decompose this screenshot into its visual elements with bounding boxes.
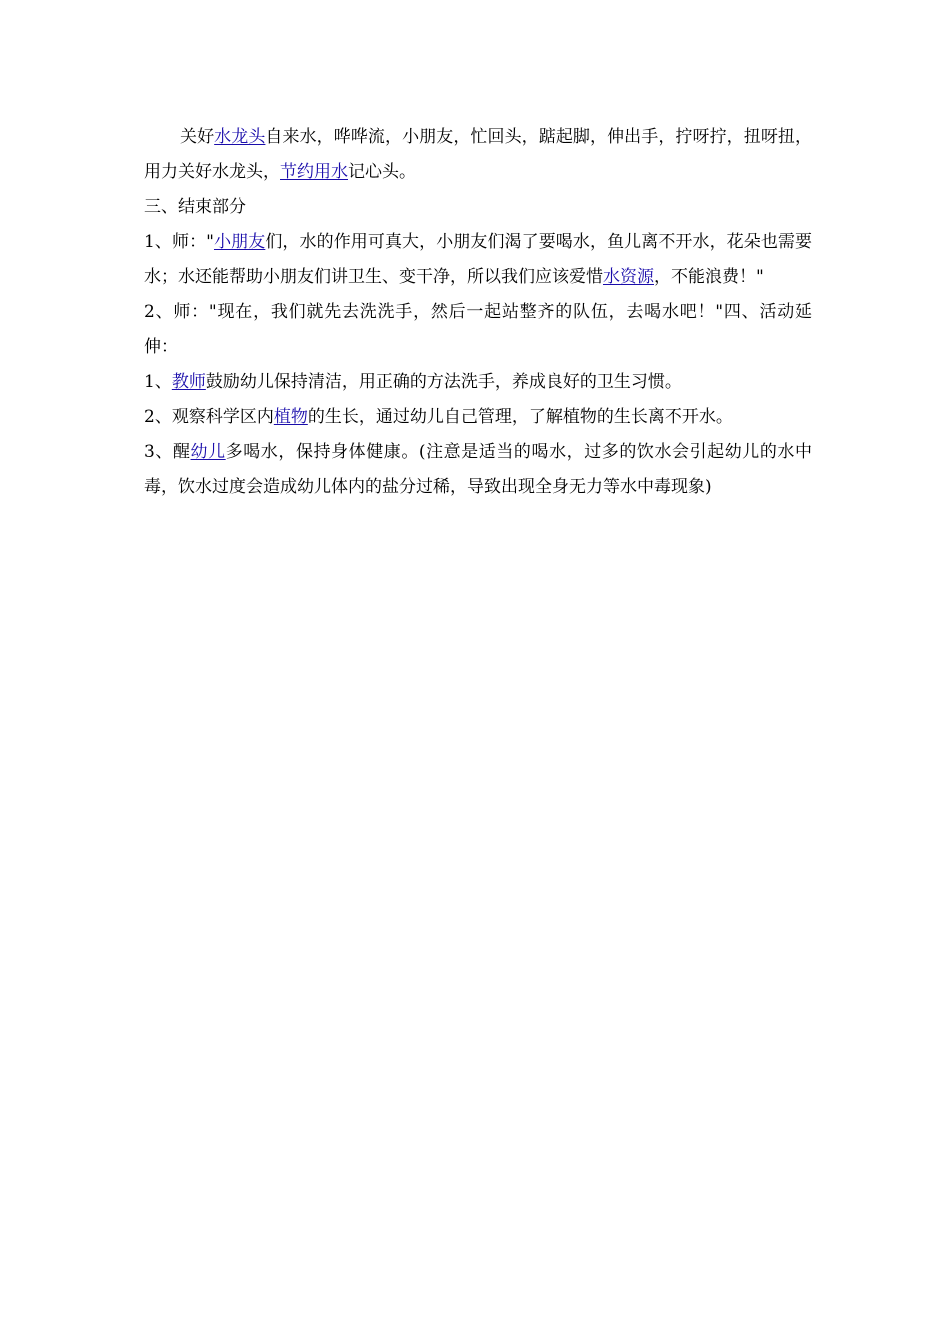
paragraph-p1 xyxy=(144,120,812,190)
paragraph-p7 xyxy=(144,435,812,505)
paragraph-p3 xyxy=(144,225,812,295)
paragraph-p2 xyxy=(144,190,812,225)
paragraph-text: 自来水，哗哗流，小朋友，忙回头，踮起脚，伸出手，拧呀拧，扭呀扭，用力关好水龙头， xyxy=(144,127,813,182)
inline-link[interactable]: 小朋友 xyxy=(213,232,266,252)
paragraph-text: 1、 xyxy=(144,372,172,392)
paragraph-text: 关好 xyxy=(180,127,215,147)
paragraph-p5 xyxy=(144,365,812,400)
paragraph-text: 2、师："现在，我们就先去洗洗手，然后一起站整齐的队伍，去喝水吧！"四、活动延伸： xyxy=(144,302,812,357)
document-body xyxy=(144,120,812,505)
paragraph-text: ，不能浪费！" xyxy=(654,267,764,287)
inline-link[interactable]: 水资源 xyxy=(603,267,654,287)
paragraph-text: 2、观察科学区内 xyxy=(144,407,274,427)
paragraph-text: 的生长，通过幼儿自己管理，了解植物的生长离不开水。 xyxy=(307,407,733,427)
paragraph-text: 鼓励幼儿保持清洁，用正确的方法洗手，养成良好的卫生习惯。 xyxy=(205,372,682,392)
inline-link[interactable]: 植物 xyxy=(273,407,308,427)
paragraph-text: 记心头。 xyxy=(348,162,416,182)
inline-link[interactable]: 教师 xyxy=(171,372,206,392)
inline-link[interactable]: 水龙头 xyxy=(214,127,266,147)
paragraph-text: 3、醒 xyxy=(144,442,191,462)
inline-link[interactable]: 幼儿 xyxy=(190,442,226,462)
paragraph-text: 多喝水，保持身体健康。(注意是适当的喝水，过多的饮水会引起幼儿的水中毒，饮水过度会造成幼儿体内的盐分过稀，导致出现全身无力等水中毒现象) xyxy=(144,442,813,497)
paragraph-p4 xyxy=(144,295,812,365)
inline-link[interactable]: 节约用水 xyxy=(280,162,348,182)
paragraph-text: 1、师：" xyxy=(144,232,214,252)
paragraph-p6 xyxy=(144,400,812,435)
paragraph-text: 们，水的作用可真大，小朋友们渴了要喝水，鱼儿离不开水，花朵也需要水；水还能帮助小朋友们讲卫生、变干净，所以我们应该爱惜 xyxy=(144,232,813,287)
paragraph-text: 三、结束部分 xyxy=(144,197,246,217)
